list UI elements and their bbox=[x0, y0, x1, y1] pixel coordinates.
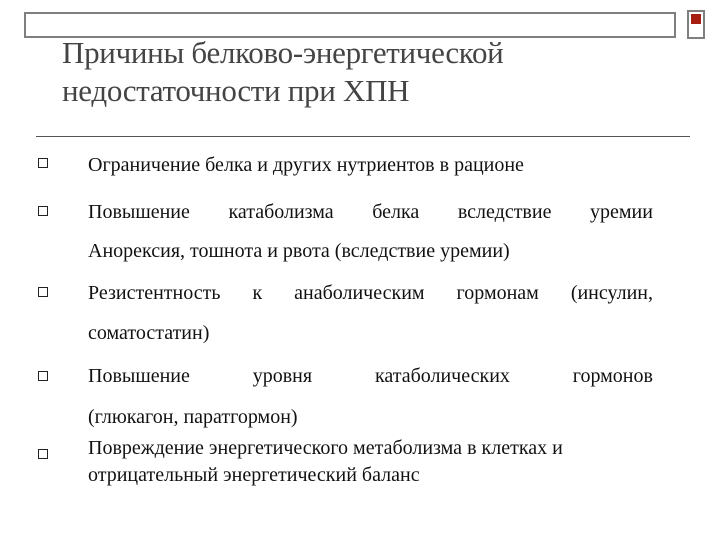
accent-square-icon bbox=[691, 14, 701, 24]
bullet-item-4-word-3: анаболическим bbox=[294, 282, 425, 304]
bullet-item-6-line-1: Повреждение энергетического метаболизма в клетках и bbox=[88, 437, 563, 459]
bullet-item-2-word-1: Повышение bbox=[88, 201, 190, 223]
bullet-item-4-word-1: Резистентность bbox=[88, 282, 221, 304]
bullet-item-5-word-3: катаболических bbox=[374, 365, 510, 387]
bullet-item-4-word-2: к bbox=[252, 282, 263, 304]
bullet-item-4 bbox=[88, 280, 653, 306]
bullet-item-5-word-4: гормонов bbox=[572, 365, 653, 387]
bullet-item-4-word-5: (инсулин, bbox=[570, 282, 653, 304]
bullet-item-1: Ограничение белка и других нутриентов в рационе bbox=[88, 154, 524, 176]
bullet-square-icon bbox=[38, 158, 48, 168]
bullet-item-2 bbox=[88, 199, 653, 225]
bullet-square-icon bbox=[38, 449, 48, 459]
title-divider bbox=[36, 136, 690, 137]
bullet-item-5-word-2: уровня bbox=[252, 365, 313, 387]
bullet-item-5-continuation: (глюкагон, паратгормон) bbox=[88, 406, 298, 428]
bullet-item-4-continuation: соматостатин) bbox=[88, 322, 210, 344]
bullet-square-icon bbox=[38, 371, 48, 381]
slide-title bbox=[62, 34, 682, 110]
bullet-item-5-word-1: Повышение bbox=[88, 365, 190, 387]
bullet-item-2-word-4: вследствие bbox=[457, 201, 552, 223]
bullet-item-3: Анорексия, тошнота и рвота (вследствие уремии) bbox=[88, 240, 510, 262]
bullet-item-6-line-2: отрицательный энергетический баланс bbox=[88, 464, 420, 486]
bullet-square-icon bbox=[38, 206, 48, 216]
title-line-1: Причины белково-энергетической bbox=[62, 35, 504, 70]
bullet-item-4-word-4: гормонам bbox=[456, 282, 539, 304]
bullet-item-2-word-5: уремии bbox=[590, 201, 653, 223]
bullet-item-2-word-3: белка bbox=[372, 201, 420, 223]
bullet-item-5 bbox=[88, 363, 653, 389]
bullet-square-icon bbox=[38, 287, 48, 297]
bullet-item-2-word-2: катаболизма bbox=[228, 201, 334, 223]
corner-square-icon bbox=[687, 10, 705, 39]
title-line-2: недостаточности при ХПН bbox=[62, 73, 410, 108]
